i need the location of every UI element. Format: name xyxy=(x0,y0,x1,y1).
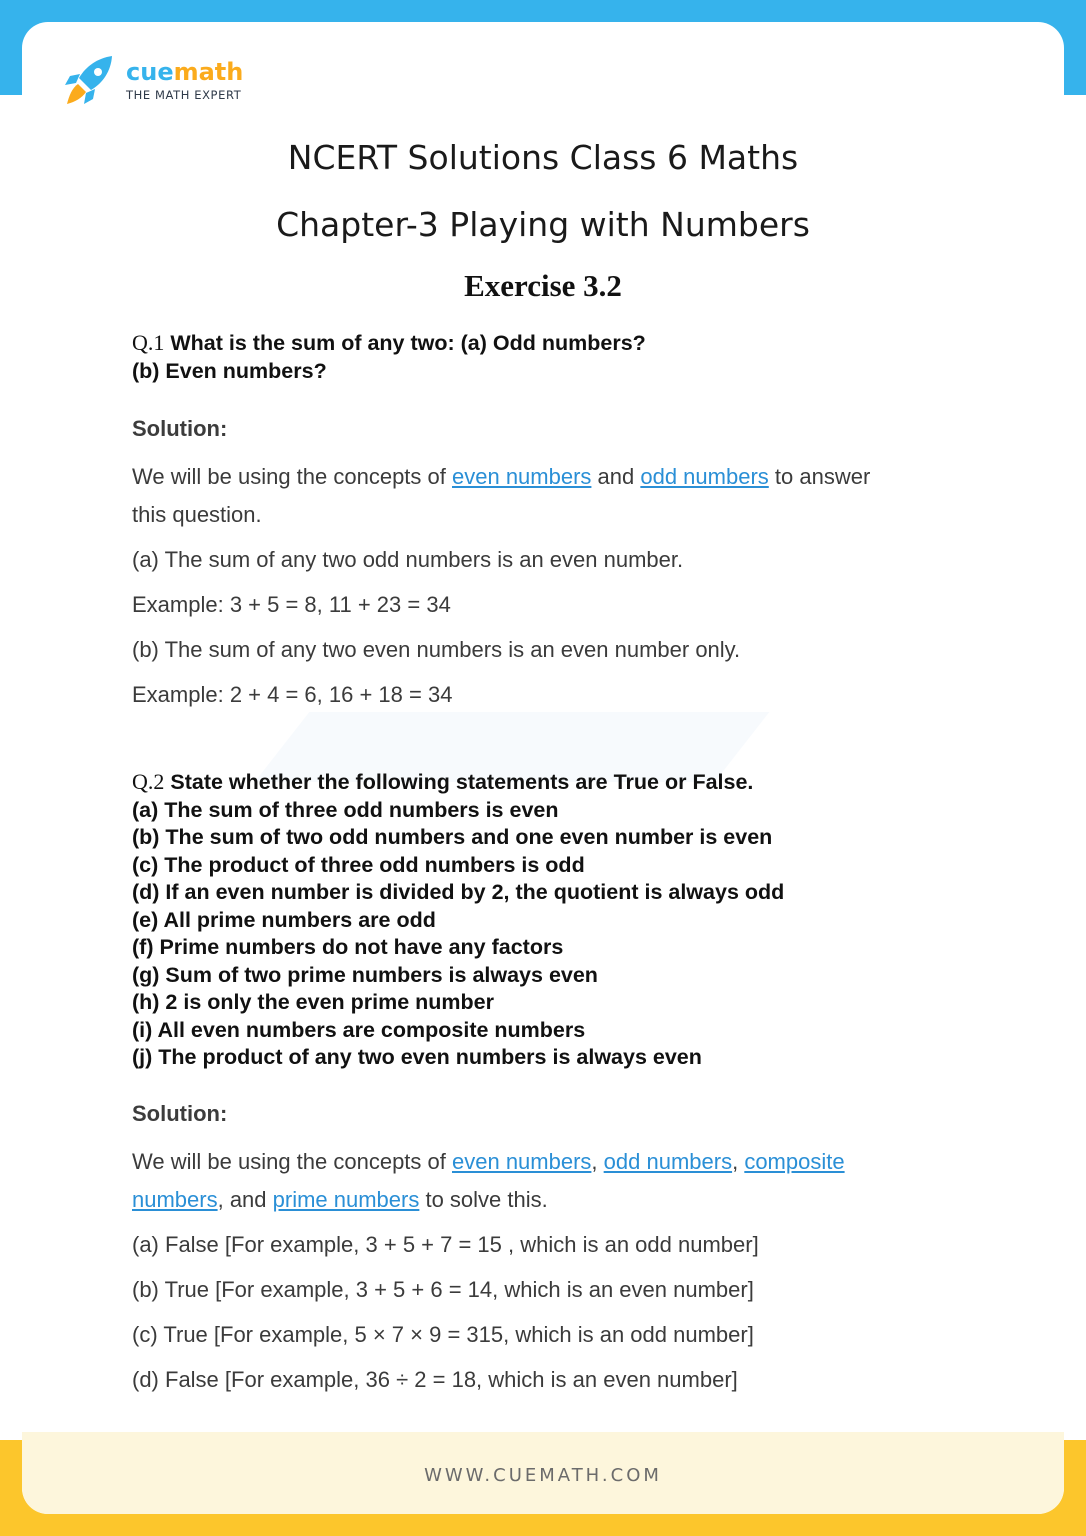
statement: (f) Prime numbers do not have any factors xyxy=(132,935,564,959)
question-number: Q.2 xyxy=(132,769,165,794)
question-2 xyxy=(132,768,952,1072)
solution-intro-cont: numbers, and prime numbers to solve this. xyxy=(132,1187,548,1212)
statement: (j) The product of any two even numbers is always even xyxy=(132,1045,702,1069)
statement: (a) The sum of three odd numbers is even xyxy=(132,797,559,822)
solution-2 xyxy=(132,1101,952,1399)
statement: (e) All prime numbers are odd xyxy=(132,907,436,932)
answer-line: Example: 3 + 5 = 8, 11 + 23 = 34 xyxy=(132,592,451,617)
answer-line: (b) True [For example, 3 + 5 + 6 = 14, which is an even number] xyxy=(132,1277,754,1302)
statement: (c) The product of three odd numbers is odd xyxy=(132,852,585,877)
solution-intro-cont: this question. xyxy=(132,502,262,527)
link-even-numbers[interactable]: even numbers xyxy=(452,1149,592,1174)
statement: (i) All even numbers are composite numbers xyxy=(132,1017,586,1042)
question-text: State whether the following statements are True or False. xyxy=(170,770,754,794)
statement: (d) If an even number is divided by 2, the quotient is always odd xyxy=(132,880,785,904)
solution-intro: We will be using the concepts of even numbers and odd numbers to answer xyxy=(132,464,871,489)
answer-line: (b) The sum of any two even numbers is an even number only. xyxy=(132,637,741,662)
footer xyxy=(22,1432,1064,1514)
solution-heading: Solution: xyxy=(132,416,228,441)
chapter-title: Chapter-3 Playing with Numbers xyxy=(276,205,810,244)
rocket-icon xyxy=(62,52,118,108)
statement: (b) The sum of two odd numbers and one even number is even xyxy=(132,825,773,849)
brand-tagline: THE MATH EXPERT xyxy=(126,87,242,102)
link-composite-numbers[interactable]: numbers xyxy=(132,1187,218,1212)
answer-line: (d) False [For example, 36 ÷ 2 = 18, which is an even number] xyxy=(132,1367,738,1392)
answer-line: (a) False [For example, 3 + 5 + 7 = 15 , which is an odd number] xyxy=(132,1232,759,1257)
cuemath-logo[interactable] xyxy=(62,52,243,108)
answer-line: (c) True [For example, 5 × 7 × 9 = 315, which is an odd number] xyxy=(132,1322,754,1347)
solution-intro: We will be using the concepts of even numbers, odd numbers, composite xyxy=(132,1149,845,1174)
statement: (h) 2 is only the even prime number xyxy=(132,990,494,1014)
page-card xyxy=(22,22,1064,1514)
answer-line: Example: 2 + 4 = 6, 16 + 18 = 34 xyxy=(132,682,453,707)
link-even-numbers[interactable]: even numbers xyxy=(452,464,592,489)
link-odd-numbers[interactable]: odd numbers xyxy=(603,1149,733,1174)
question-1 xyxy=(132,329,952,385)
brand-name: cuemath xyxy=(126,57,244,86)
link-odd-numbers[interactable]: odd numbers xyxy=(640,464,769,489)
footer-url[interactable]: WWW.CUEMATH.COM xyxy=(424,1464,662,1486)
question-number: Q.1 xyxy=(132,330,165,355)
question-text: (b) Even numbers? xyxy=(132,358,327,383)
answer-line: (a) The sum of any two odd numbers is an even number. xyxy=(132,547,684,572)
page-title: NCERT Solutions Class 6 Maths xyxy=(287,138,799,177)
link-composite-numbers[interactable]: composite xyxy=(744,1149,845,1174)
statement: (g) Sum of two prime numbers is always even xyxy=(132,962,598,987)
exercise-title: Exercise 3.2 xyxy=(464,268,622,303)
question-text: What is the sum of any two: (a) Odd numbers? xyxy=(170,331,646,355)
solution-1 xyxy=(132,416,952,714)
link-prime-numbers[interactable]: prime numbers xyxy=(272,1187,420,1212)
solution-heading: Solution: xyxy=(132,1101,228,1126)
